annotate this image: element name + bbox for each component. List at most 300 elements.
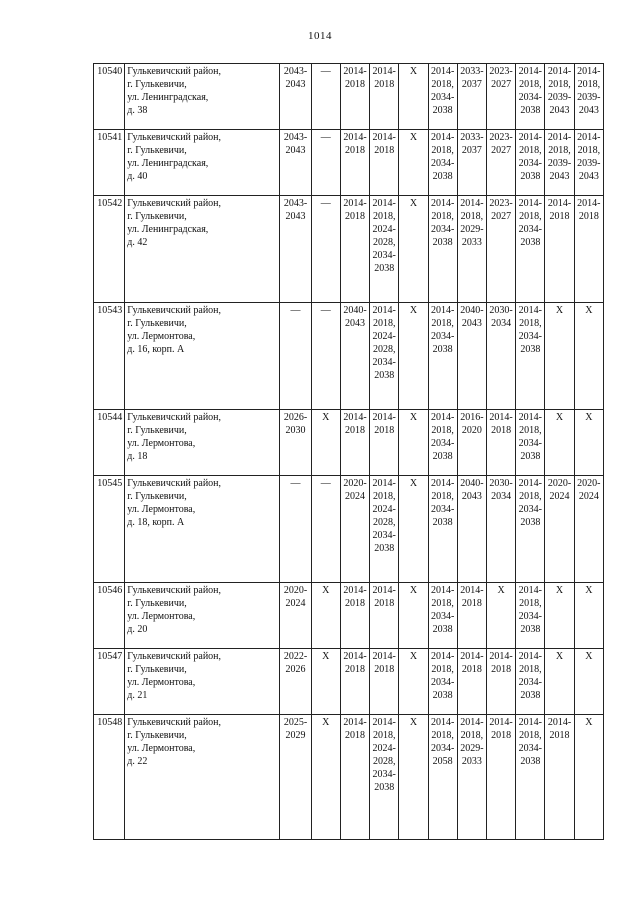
period-cell <box>370 64 399 130</box>
cell-line: 2024- <box>372 743 396 754</box>
cell-line: 2018 <box>374 425 395 436</box>
period-cell <box>486 410 515 476</box>
period-cell <box>399 476 428 583</box>
period-cell <box>399 130 428 196</box>
cell-line: 2018 <box>374 598 395 609</box>
cell-line: д. 42 <box>127 237 148 248</box>
cell-line: 2028, <box>372 756 396 767</box>
cell-line: 2038 <box>520 105 541 116</box>
cell-line: г. Гулькевичи, <box>127 664 187 675</box>
cell-line: 2034- <box>430 331 455 342</box>
cell-line: 2018 <box>461 598 482 609</box>
address-cell <box>125 410 280 476</box>
period-cell <box>340 649 369 715</box>
cell-line: 2023- <box>489 198 513 209</box>
cell-line: ул. Ленинградская, <box>127 158 209 169</box>
address-cell <box>125 303 280 410</box>
period-cell <box>516 64 545 130</box>
period-cell <box>311 64 340 130</box>
period-cell <box>457 303 486 410</box>
period-cell <box>399 410 428 476</box>
cell-line: ул. Лермонтова, <box>127 438 196 449</box>
period-cell <box>457 64 486 130</box>
period-cell <box>370 583 399 649</box>
period-cell <box>370 476 399 583</box>
page-number: 1014 <box>308 30 332 42</box>
cell-line: X <box>585 651 593 662</box>
cell-line: 2014- <box>518 412 542 423</box>
cell-line: ул. Лермонтова, <box>127 504 196 515</box>
cell-line: ул. Ленинградская, <box>127 224 209 235</box>
cell-line: 2030 <box>285 425 306 436</box>
table-row <box>94 130 604 196</box>
cell-line: 2024 <box>345 491 365 502</box>
cell-line: 2014- <box>343 585 367 596</box>
cell-line: 2014- <box>489 412 513 423</box>
cell-line: 2020- <box>577 478 601 489</box>
cell-line: 2038 <box>432 517 453 528</box>
cell-line: X <box>409 478 418 489</box>
cell-line: 2038 <box>520 171 541 182</box>
cell-line: д. 20 <box>127 624 148 635</box>
period-cell <box>311 410 340 476</box>
cell-line: 2034- <box>430 438 455 449</box>
cell-line: 2033- <box>460 66 484 77</box>
cell-line: 2018, <box>519 598 542 609</box>
cell-line: 2038 <box>432 451 453 462</box>
cell-line: 2014- <box>518 585 542 596</box>
cell-line: 2014- <box>430 198 455 209</box>
cell-line: 2025- <box>283 717 308 728</box>
cell-line: 2018, <box>431 491 454 502</box>
cell-line: 2043- <box>283 66 308 77</box>
cell-line: X <box>409 412 418 423</box>
cell-line: 2024- <box>372 504 396 515</box>
cell-line: 2043 <box>461 491 482 502</box>
cell-line: 2014- <box>489 717 513 728</box>
cell-line: 2014- <box>372 66 396 77</box>
cell-line: ул. Лермонтова, <box>127 677 196 688</box>
period-cell <box>399 649 428 715</box>
cell-line: 2018 <box>491 730 512 741</box>
cell-line: д. 21 <box>127 690 148 701</box>
period-cell <box>370 303 399 410</box>
period-cell <box>370 196 399 303</box>
cell-line: 2018, <box>519 145 542 156</box>
cell-line: 2038 <box>432 105 453 116</box>
cell-line: 2018 <box>345 79 365 90</box>
period-cell <box>280 410 311 476</box>
cell-line: г. Гулькевичи, <box>127 211 187 222</box>
cell-line: X <box>322 651 330 662</box>
cell-line: 2023- <box>489 66 513 77</box>
cell-line: 2029- <box>460 224 484 235</box>
period-cell <box>399 303 428 410</box>
period-cell <box>340 410 369 476</box>
period-cell <box>340 476 369 583</box>
cell-line: 2026- <box>283 412 308 423</box>
cell-line: 2014- <box>372 651 396 662</box>
cell-line: 2028, <box>372 517 396 528</box>
cell-line: 2016- <box>460 412 484 423</box>
period-cell <box>457 196 486 303</box>
period-cell <box>486 583 515 649</box>
cell-line: 2038 <box>432 171 453 182</box>
cell-line: 2034- <box>430 92 455 103</box>
cell-line: 2027 <box>491 211 512 222</box>
cell-line: д. 16, корп. А <box>127 344 185 355</box>
cell-line: 2014- <box>460 651 484 662</box>
cell-line: 2014- <box>372 305 396 316</box>
period-cell <box>280 583 311 649</box>
cell-line: — <box>320 198 331 209</box>
cell-line: 2018, <box>548 145 571 156</box>
period-cell <box>457 715 486 840</box>
cell-line: 2058 <box>432 756 453 767</box>
cell-line: 2024 <box>549 491 570 502</box>
cell-line: X <box>409 717 418 728</box>
cell-line: 2020 <box>461 425 482 436</box>
cell-line: 2038 <box>374 782 395 793</box>
period-cell <box>516 130 545 196</box>
cell-line: 2014- <box>460 198 484 209</box>
cell-line: д. 22 <box>127 756 148 767</box>
cell-line: 2014- <box>343 717 367 728</box>
period-cell <box>280 196 311 303</box>
cell-line: 2038 <box>520 451 541 462</box>
cell-line: 2038 <box>520 344 541 355</box>
cell-line: 2014- <box>577 198 601 209</box>
period-cell <box>457 583 486 649</box>
cell-line: 2043 <box>285 145 306 156</box>
cell-line: 2018 <box>345 425 365 436</box>
cell-line: 2034- <box>518 224 542 235</box>
cell-line: 2034- <box>430 504 455 515</box>
cell-line: 2018, <box>431 730 454 741</box>
cell-line: Гулькевичский район, <box>127 198 222 209</box>
cell-line: X <box>585 305 593 316</box>
cell-line: 2033- <box>460 132 484 143</box>
period-cell <box>370 649 399 715</box>
cell-line: 2018, <box>431 425 454 436</box>
table-row <box>94 64 604 130</box>
cell-line: 2018 <box>578 211 599 222</box>
address-cell <box>125 583 280 649</box>
cell-line: 2034- <box>518 743 542 754</box>
cell-line: 2014- <box>343 412 367 423</box>
cell-line: X <box>322 412 330 423</box>
cell-line: 2018, <box>519 664 542 675</box>
period-cell <box>516 196 545 303</box>
cell-line: 2018, <box>431 318 454 329</box>
period-cell <box>428 64 457 130</box>
cell-line: 2034- <box>430 677 455 688</box>
housing-registry-table <box>93 63 604 840</box>
cell-line: 2014- <box>343 132 367 143</box>
cell-line: 2018, <box>431 664 454 675</box>
period-cell <box>486 130 515 196</box>
period-cell <box>399 196 428 303</box>
cell-line: 2034 <box>491 318 512 329</box>
period-cell <box>545 649 574 715</box>
cell-line: 2014- <box>372 198 396 209</box>
period-cell <box>311 303 340 410</box>
period-cell <box>486 715 515 840</box>
table-row <box>94 303 604 410</box>
period-cell <box>340 715 369 840</box>
cell-line: 2014- <box>547 198 572 209</box>
cell-line: г. Гулькевичи, <box>127 491 187 502</box>
cell-line: 2020- <box>283 585 308 596</box>
cell-line: X <box>409 585 418 596</box>
cell-line: 2043- <box>283 132 308 143</box>
period-cell <box>574 410 603 476</box>
period-cell <box>516 303 545 410</box>
cell-line: 2038 <box>520 756 541 767</box>
cell-line: 2018, <box>372 491 396 502</box>
cell-line: ул. Ленинградская, <box>127 92 209 103</box>
cell-line: 2038 <box>374 543 395 554</box>
period-cell <box>457 130 486 196</box>
cell-line: 2018, <box>372 211 396 222</box>
cell-line: 2033 <box>461 756 482 767</box>
cell-line: 2018 <box>345 664 365 675</box>
period-cell <box>311 196 340 303</box>
cell-line: 2043 <box>345 318 365 329</box>
cell-line: 2033 <box>461 237 482 248</box>
period-cell <box>280 649 311 715</box>
period-cell <box>545 196 574 303</box>
period-cell <box>486 196 515 303</box>
table-row <box>94 583 604 649</box>
cell-line: Гулькевичский район, <box>127 412 222 423</box>
address-cell <box>125 64 280 130</box>
cell-line: Гулькевичский район, <box>127 478 222 489</box>
cell-line: 2027 <box>491 145 512 156</box>
cell-line: 2014- <box>430 132 455 143</box>
period-cell <box>516 476 545 583</box>
cell-line: 2018 <box>549 730 570 741</box>
cell-line: 2034- <box>518 611 542 622</box>
period-cell <box>516 410 545 476</box>
cell-line: 2014- <box>430 305 455 316</box>
cell-line: 2018 <box>345 211 365 222</box>
cell-line: 2037 <box>461 145 482 156</box>
cell-line: Гулькевичский район, <box>127 651 222 662</box>
cell-line: 2018, <box>372 730 396 741</box>
cell-line: 2018, <box>577 145 601 156</box>
period-cell <box>545 476 574 583</box>
cell-line: д. 18, корп. А <box>127 517 185 528</box>
cell-line: 2024- <box>372 331 396 342</box>
cell-line: 2026 <box>285 664 306 675</box>
period-cell <box>428 649 457 715</box>
table-row <box>94 410 604 476</box>
period-cell <box>311 649 340 715</box>
cell-line: 2030- <box>489 305 513 316</box>
period-cell <box>574 715 603 840</box>
cell-line: X <box>409 66 418 77</box>
cell-line: 2034- <box>372 530 396 541</box>
period-cell <box>428 715 457 840</box>
period-cell <box>280 130 311 196</box>
record-number: 10543 <box>94 303 125 410</box>
cell-line: 2022- <box>283 651 308 662</box>
cell-line: 2014- <box>430 717 455 728</box>
cell-line: 2038 <box>520 624 541 635</box>
cell-line: 2018, <box>431 145 454 156</box>
cell-line: 2014- <box>430 478 455 489</box>
cell-line: г. Гулькевичи, <box>127 425 187 436</box>
cell-line: 2014- <box>372 132 396 143</box>
address-cell <box>125 715 280 840</box>
period-cell <box>516 715 545 840</box>
cell-line: 2018, <box>519 730 542 741</box>
cell-line: Гулькевичский район, <box>127 66 222 77</box>
cell-line: X <box>322 585 330 596</box>
record-number: 10546 <box>94 583 125 649</box>
cell-line: X <box>322 717 330 728</box>
cell-line: 2018, <box>519 425 542 436</box>
period-cell <box>340 130 369 196</box>
cell-line: ул. Лермонтова, <box>127 743 196 754</box>
period-cell <box>428 303 457 410</box>
cell-line: 2030- <box>489 478 513 489</box>
cell-line: 2018, <box>519 211 542 222</box>
period-cell <box>340 583 369 649</box>
cell-line: 2018, <box>372 318 396 329</box>
cell-line: 2038 <box>520 517 541 528</box>
cell-line: 2018 <box>374 664 395 675</box>
record-number: 10542 <box>94 196 125 303</box>
cell-line: 2034- <box>518 438 542 449</box>
cell-line: 2034- <box>430 224 455 235</box>
cell-line: 2014- <box>430 585 455 596</box>
cell-line: 2014- <box>372 412 396 423</box>
cell-line: 2018 <box>374 79 395 90</box>
cell-line: д. 40 <box>127 171 148 182</box>
period-cell <box>311 583 340 649</box>
cell-line: 2018, <box>519 318 542 329</box>
cell-line: 2014- <box>430 651 455 662</box>
period-cell <box>428 476 457 583</box>
period-cell <box>574 303 603 410</box>
cell-line: 2014- <box>430 66 455 77</box>
cell-line: 2018 <box>461 664 482 675</box>
period-cell <box>280 64 311 130</box>
cell-line: 2014- <box>518 651 542 662</box>
cell-line: 2014- <box>518 66 542 77</box>
cell-line: 2038 <box>432 624 453 635</box>
cell-line: X <box>409 198 418 209</box>
record-number: 10545 <box>94 476 125 583</box>
table-row <box>94 715 604 840</box>
period-cell <box>574 583 603 649</box>
cell-line: 2034- <box>430 158 455 169</box>
cell-line: г. Гулькевичи, <box>127 318 187 329</box>
cell-line: 2034- <box>518 677 542 688</box>
cell-line: 2038 <box>520 690 541 701</box>
cell-line: 2018, <box>577 79 601 90</box>
cell-line: 2014- <box>460 717 484 728</box>
period-cell <box>574 196 603 303</box>
cell-line: 2014- <box>547 717 572 728</box>
period-cell <box>428 196 457 303</box>
cell-line: 2014- <box>343 651 367 662</box>
table-row <box>94 196 604 303</box>
cell-line: 2043 <box>549 105 570 116</box>
cell-line: X <box>555 651 564 662</box>
period-cell <box>280 476 311 583</box>
period-cell <box>280 303 311 410</box>
cell-line: X <box>555 412 564 423</box>
cell-line: 2034 <box>491 491 512 502</box>
cell-line: 2038 <box>432 690 453 701</box>
cell-line: г. Гулькевичи, <box>127 730 187 741</box>
period-cell <box>545 715 574 840</box>
cell-line: X <box>409 132 418 143</box>
period-cell <box>280 715 311 840</box>
cell-line: 2014- <box>372 717 396 728</box>
cell-line: 2038 <box>432 344 453 355</box>
cell-line: 2018, <box>431 211 454 222</box>
cell-line: — <box>290 478 301 489</box>
cell-line: 2034- <box>372 250 396 261</box>
cell-line: X <box>497 585 505 596</box>
period-cell <box>545 303 574 410</box>
cell-line: 2018, <box>431 79 454 90</box>
period-cell <box>340 196 369 303</box>
cell-line: 2039- <box>547 158 572 169</box>
cell-line: — <box>320 478 331 489</box>
cell-line: 2014- <box>372 478 396 489</box>
period-cell <box>428 130 457 196</box>
cell-line: 2018, <box>519 491 542 502</box>
cell-line: 2043 <box>578 105 599 116</box>
cell-line: 2014- <box>518 717 542 728</box>
cell-line: 2024 <box>285 598 306 609</box>
period-cell <box>516 583 545 649</box>
address-cell <box>125 649 280 715</box>
period-cell <box>545 64 574 130</box>
table-row <box>94 649 604 715</box>
cell-line: 2040- <box>460 478 484 489</box>
cell-line: 2043 <box>578 171 599 182</box>
period-cell <box>545 583 574 649</box>
cell-line: 2018 <box>549 211 570 222</box>
cell-line: 2014- <box>460 585 484 596</box>
cell-line: 2034- <box>430 611 455 622</box>
cell-line: 2034- <box>372 357 396 368</box>
cell-line: 2014- <box>343 198 367 209</box>
period-cell <box>340 303 369 410</box>
cell-line: 2018, <box>460 730 484 741</box>
cell-line: 2038 <box>374 263 395 274</box>
period-cell <box>428 583 457 649</box>
cell-line: 2018 <box>345 145 365 156</box>
cell-line: 2014- <box>518 305 542 316</box>
cell-line: 2014- <box>489 651 513 662</box>
cell-line: 2043- <box>283 198 308 209</box>
cell-line: 2020- <box>343 478 367 489</box>
cell-line: г. Гулькевичи, <box>127 598 187 609</box>
table-row <box>94 476 604 583</box>
cell-line: 2039- <box>577 158 601 169</box>
cell-line: 2034- <box>518 504 542 515</box>
cell-line: 2023- <box>489 132 513 143</box>
address-cell <box>125 130 280 196</box>
cell-line: 2014- <box>518 198 542 209</box>
